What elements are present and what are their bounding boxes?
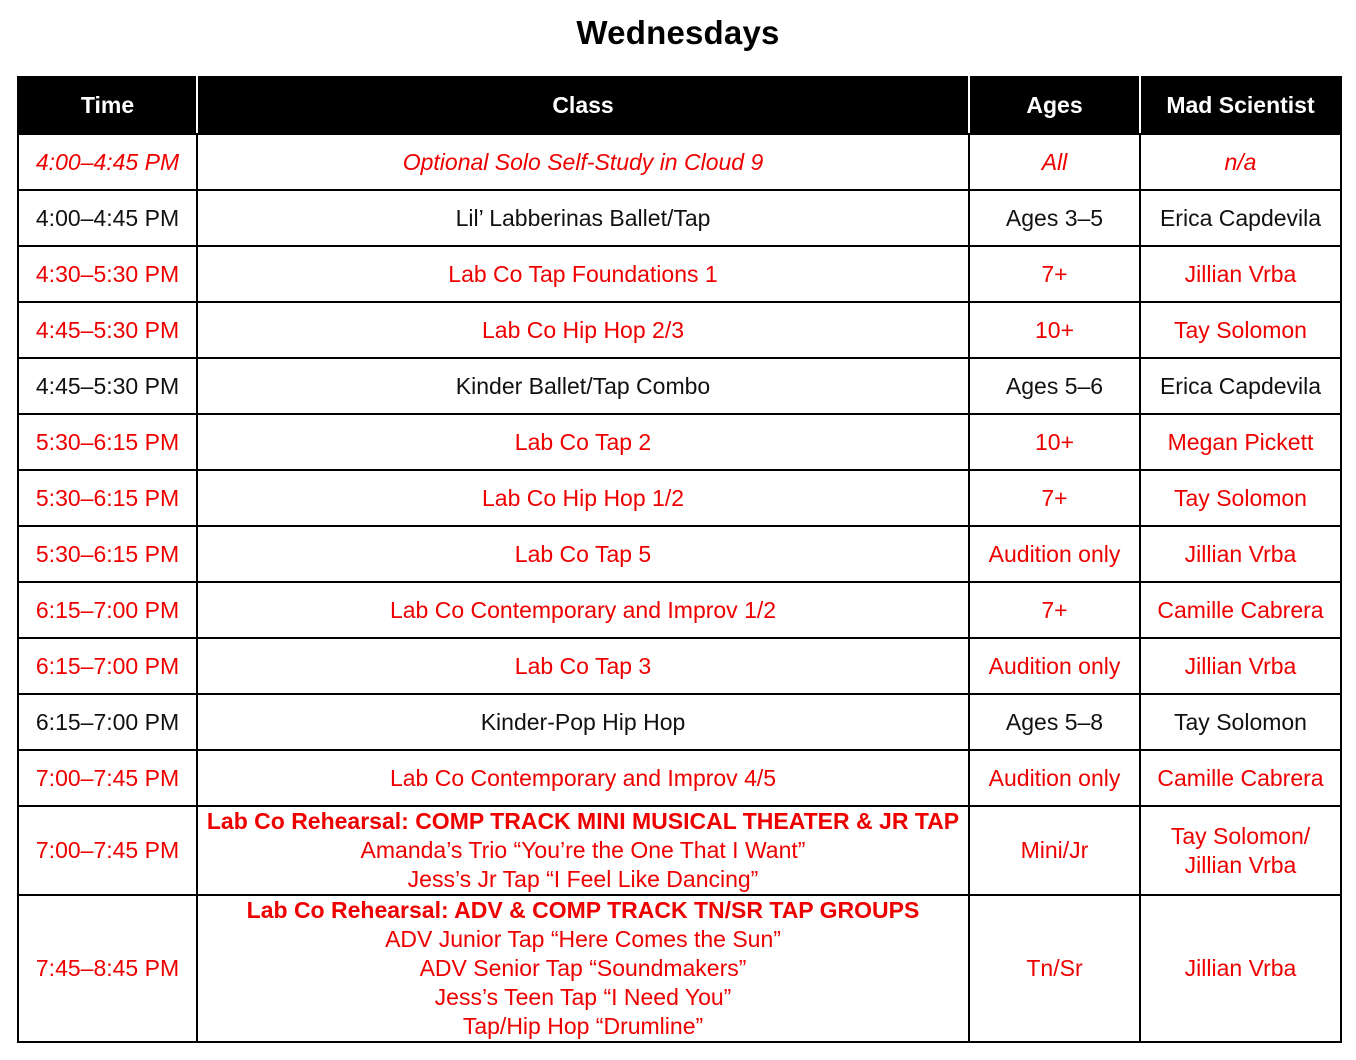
- cell-ages: 7+: [969, 470, 1140, 526]
- teacher-line: Jillian Vrba: [1184, 955, 1297, 981]
- cell-time: 6:15–7:00 PM: [18, 694, 197, 750]
- cell-time: 7:00–7:45 PM: [18, 750, 197, 806]
- cell-class: Lab Co Contemporary and Improv 1/2: [197, 582, 969, 638]
- cell-class: Kinder Ballet/Tap Combo: [197, 358, 969, 414]
- cell-teacher: Erica Capdevila: [1140, 190, 1341, 246]
- cell-class: Lab Co Tap 2: [197, 414, 969, 470]
- cell-ages: Mini/Jr: [969, 806, 1140, 895]
- cell-teacher: [1140, 806, 1341, 895]
- cell-class: Lab Co Tap 5: [197, 526, 969, 582]
- table-row: [18, 638, 1341, 694]
- cell-time: 4:30–5:30 PM: [18, 246, 197, 302]
- cell-class-rehearsal: [197, 806, 969, 895]
- cell-class: Lil’ Labberinas Ballet/Tap: [197, 190, 969, 246]
- cell-time: 5:30–6:15 PM: [18, 414, 197, 470]
- rehearsal-heading: Lab Co Rehearsal: ADV & COMP TRACK TN/SR TAP GROUPS: [246, 897, 920, 923]
- cell-ages: Audition only: [969, 638, 1140, 694]
- cell-time: 5:30–6:15 PM: [18, 526, 197, 582]
- cell-class: Lab Co Tap Foundations 1: [197, 246, 969, 302]
- cell-ages: Ages 5–6: [969, 358, 1140, 414]
- cell-teacher: Erica Capdevila: [1140, 358, 1341, 414]
- column-header-time: Time: [18, 77, 197, 134]
- cell-teacher: n/a: [1140, 134, 1341, 190]
- cell-teacher: Camille Cabrera: [1140, 582, 1341, 638]
- cell-time: 4:45–5:30 PM: [18, 302, 197, 358]
- table-row: [18, 414, 1341, 470]
- rehearsal-row: [18, 895, 1341, 1042]
- rehearsal-heading: Lab Co Rehearsal: COMP TRACK MINI MUSICAL THEATER & JR TAP: [206, 808, 960, 834]
- teacher-line: Tay Solomon/: [1170, 822, 1311, 849]
- cell-teacher: Jillian Vrba: [1140, 246, 1341, 302]
- cell-time: 6:15–7:00 PM: [18, 582, 197, 638]
- cell-ages: Audition only: [969, 526, 1140, 582]
- table-row: [18, 190, 1341, 246]
- cell-class: Lab Co Hip Hop 1/2: [197, 470, 969, 526]
- cell-time: 7:45–8:45 PM: [18, 895, 197, 1042]
- rehearsal-item: Tap/Hip Hop “Drumline”: [462, 1013, 704, 1039]
- cell-teacher: Tay Solomon: [1140, 302, 1341, 358]
- table-row: [18, 246, 1341, 302]
- cell-teacher: Camille Cabrera: [1140, 750, 1341, 806]
- rehearsal-item: Jess’s Jr Tap “I Feel Like Dancing”: [407, 866, 759, 892]
- cell-class: Lab Co Hip Hop 2/3: [197, 302, 969, 358]
- rehearsal-item: ADV Junior Tap “Here Comes the Sun”: [385, 926, 781, 952]
- cell-time: 4:00–4:45 PM: [18, 134, 197, 190]
- table-row: [18, 694, 1341, 750]
- cell-ages: 10+: [969, 414, 1140, 470]
- cell-teacher: Jillian Vrba: [1140, 638, 1341, 694]
- cell-time: 7:00–7:45 PM: [18, 806, 197, 895]
- table-row: [18, 134, 1341, 190]
- rehearsal-item: Jess’s Teen Tap “I Need You”: [434, 984, 732, 1010]
- cell-teacher: Tay Solomon: [1140, 470, 1341, 526]
- cell-class: Optional Solo Self-Study in Cloud 9: [197, 134, 969, 190]
- column-header-teacher: Mad Scientist: [1140, 77, 1341, 134]
- schedule-table: [17, 76, 1342, 1043]
- cell-teacher: Tay Solomon: [1140, 694, 1341, 750]
- cell-ages: Ages 3–5: [969, 190, 1140, 246]
- cell-ages: All: [969, 134, 1140, 190]
- column-header-ages: Ages: [969, 77, 1140, 134]
- cell-ages: 7+: [969, 246, 1140, 302]
- cell-class: Kinder-Pop Hip Hop: [197, 694, 969, 750]
- cell-ages: Audition only: [969, 750, 1140, 806]
- rehearsal-row: [18, 806, 1341, 895]
- cell-class: Lab Co Contemporary and Improv 4/5: [197, 750, 969, 806]
- table-row: [18, 302, 1341, 358]
- table-header-row: [18, 77, 1341, 134]
- cell-teacher: Megan Pickett: [1140, 414, 1341, 470]
- cell-class: Lab Co Tap 3: [197, 638, 969, 694]
- table-row: [18, 358, 1341, 414]
- column-header-class: Class: [197, 77, 969, 134]
- cell-ages: 10+: [969, 302, 1140, 358]
- cell-time: 6:15–7:00 PM: [18, 638, 197, 694]
- cell-ages: 7+: [969, 582, 1140, 638]
- cell-time: 4:00–4:45 PM: [18, 190, 197, 246]
- page-title: Wednesdays: [576, 14, 780, 51]
- cell-teacher: [1140, 895, 1341, 1042]
- table-row: [18, 470, 1341, 526]
- teacher-line: Jillian Vrba: [1184, 851, 1297, 878]
- cell-teacher: Jillian Vrba: [1140, 526, 1341, 582]
- cell-time: 5:30–6:15 PM: [18, 470, 197, 526]
- cell-ages: Tn/Sr: [969, 895, 1140, 1042]
- table-row: [18, 750, 1341, 806]
- rehearsal-item: Amanda’s Trio “You’re the One That I Want”: [360, 837, 806, 863]
- cell-class-rehearsal: [197, 895, 969, 1042]
- cell-time: 4:45–5:30 PM: [18, 358, 197, 414]
- rehearsal-item: ADV Senior Tap “Soundmakers”: [419, 955, 747, 981]
- table-row: [18, 526, 1341, 582]
- table-row: [18, 582, 1341, 638]
- cell-ages: Ages 5–8: [969, 694, 1140, 750]
